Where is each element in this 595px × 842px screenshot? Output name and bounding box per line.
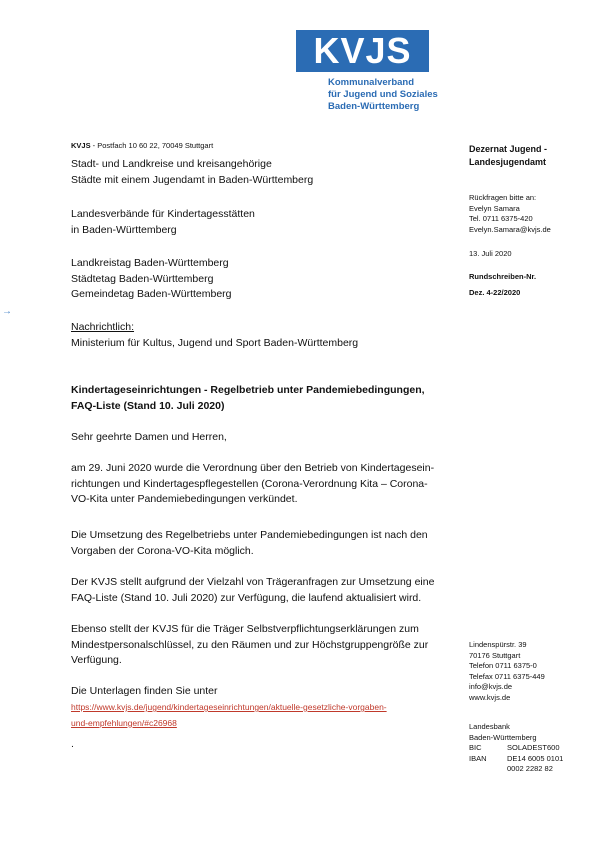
recipient-group-1: Stadt- und Landkreise und kreisangehörige Städte mit einem Jugendamt in Baden-Württemberg: [71, 158, 314, 186]
circular-label: Rundschreiben-Nr.: [469, 272, 537, 281]
circular-number: Dez. 4-22/2020: [469, 288, 521, 297]
margin-arrow-icon: →: [2, 306, 12, 317]
recipient-group-2: Landesverbände für Kindertagesstätten in Baden-Württemberg: [71, 208, 255, 236]
office-email[interactable]: info@kvjs.de: [469, 682, 513, 691]
salutation: Sehr geehrte Damen und Herren,: [71, 431, 227, 443]
kvjs-logo-subtitle: Kommunalverband für Jugend und Soziales Baden-Württemberg: [328, 77, 438, 112]
iban-row: IBAN DE14 6005 0101: [469, 753, 564, 763]
closing-period: .: [71, 738, 74, 750]
iban-row-cont: 0002 2282 82: [507, 764, 553, 773]
sender-line: KVJS - Postfach 10 60 22, 70049 Stuttgart: [71, 141, 214, 150]
contact-email[interactable]: Evelyn.Samara@kvjs.de: [469, 224, 551, 234]
department-heading: Dezernat Jugend - Landesjugendamt: [469, 144, 548, 167]
paragraph-4: Ebenso stellt der KVJS für die Träger Selbstverpflichtungserklärungen zum Mindestpersonalschlüssel, zu den Räumen und zur Höchstgruppengröße zur Verfügung.: [71, 623, 429, 666]
letter-date: 13. Juli 2020: [469, 249, 512, 258]
letter-subject: Kindertageseinrichtungen - Regelbetrieb unter Pandemiebedingungen, FAQ-Liste (Stand 10. Juli 2020): [71, 384, 425, 412]
contact-block: Rückfragen bitte an: Evelyn Samara Tel. 0711 6375-420 Evelyn.Samara@kvjs.de: [469, 193, 551, 234]
paragraph-1: am 29. Juni 2020 wurde die Verordnung über den Betrieb von Kindertagesein- richtungen und Kindertagespflegestellen (Corona-Verordnung Kita – Corona- VO-Kita unter Pandemiebedingungen verkündet.: [71, 462, 435, 505]
bic-row: BIC SOLADEST600: [469, 743, 560, 752]
documents-link[interactable]: https://www.kvjs.de/jugend/kindertageseinrichtungen/aktuelle-gesetzliche-vorgaben- und-empfehlungen/#c26968: [71, 702, 387, 728]
recipient-group-3: Landkreistag Baden-Württemberg Städtetag Baden-Württemberg Gemeindetag Baden-Württemberg: [71, 257, 232, 300]
bank-details: Landesbank Baden-Württemberg BIC SOLADEST600 IBAN DE14 6005 0101 0002 2282 82: [469, 722, 564, 773]
cc-block: [71, 320, 358, 351]
kvjs-logo-mark: KVJS: [313, 30, 412, 71]
documents-intro: Die Unterlagen finden Sie unter: [71, 685, 218, 697]
office-address: Lindenspürstr. 39 70176 Stuttgart Telefon 0711 6375-0 Telefax 0711 6375-449 info@kvjs.de www.kvjs.de: [469, 640, 545, 702]
cc-label: Nachrichtlich:: [71, 321, 135, 333]
paragraph-2: Die Umsetzung des Regelbetriebs unter Pandemiebedingungen ist nach den Vorgaben der Corona-VO-Kita möglich.: [71, 529, 428, 557]
office-website[interactable]: www.kvjs.de: [469, 692, 511, 702]
cc-recipient: Ministerium für Kultus, Jugend und Sport Baden-Württemberg: [71, 336, 359, 349]
paragraph-3: Der KVJS stellt aufgrund der Vielzahl von Trägeranfragen zur Umsetzung eine FAQ-Liste (Stand 10. Juli 2020) zur Verfügung, die laufend aktualisiert wird.: [71, 576, 435, 604]
